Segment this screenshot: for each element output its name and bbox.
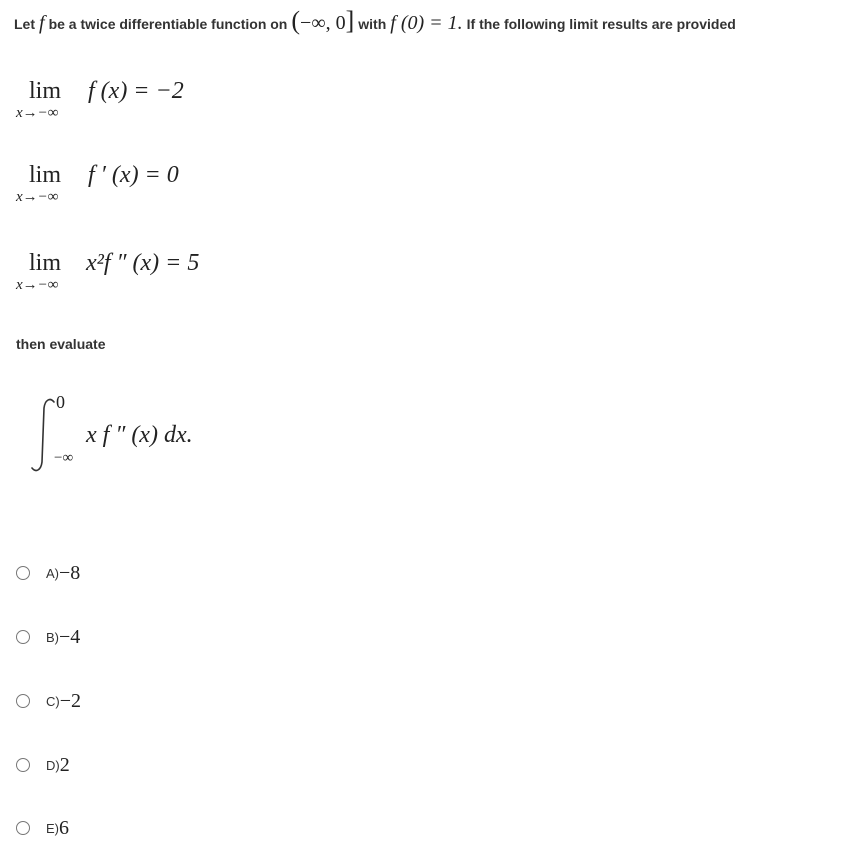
option-e[interactable] bbox=[16, 815, 69, 841]
intro-tail: If the following limit results are provided bbox=[466, 16, 736, 32]
initial-condition: f (0) = 1. bbox=[390, 12, 463, 34]
integrand: x f ″ (x) dx. bbox=[86, 422, 193, 448]
radio-button-e[interactable] bbox=[16, 821, 30, 835]
interval-open: ( bbox=[291, 6, 301, 35]
intro-function-symbol: f bbox=[39, 12, 45, 34]
option-letter: B) bbox=[46, 629, 59, 645]
option-b[interactable] bbox=[16, 624, 80, 650]
option-c[interactable] bbox=[16, 688, 81, 714]
lim-word: lim bbox=[29, 78, 62, 104]
interval-body: −∞, 0 bbox=[300, 12, 346, 34]
option-value: −8 bbox=[59, 561, 81, 584]
question-intro bbox=[14, 8, 844, 38]
lim-word: lim bbox=[29, 250, 62, 276]
option-letter: C) bbox=[46, 693, 60, 709]
radio-button-b[interactable] bbox=[16, 630, 30, 644]
limit-expression: f (x) = −2 bbox=[88, 78, 184, 104]
intro-with: with bbox=[358, 16, 387, 32]
lim-subscript: x→−∞ bbox=[16, 189, 59, 205]
radio-button-c[interactable] bbox=[16, 694, 30, 708]
lim-subscript: x→−∞ bbox=[16, 105, 59, 121]
option-value: −2 bbox=[59, 689, 81, 712]
integral-expression bbox=[26, 392, 286, 482]
integral-lower-limit: −∞ bbox=[54, 450, 74, 466]
intro-let: Let bbox=[14, 16, 35, 32]
then-evaluate-label: then evaluate bbox=[16, 336, 106, 352]
option-letter: D) bbox=[46, 757, 60, 773]
option-value: 2 bbox=[59, 753, 70, 776]
limit-expression: x²f ″ (x) = 5 bbox=[86, 250, 200, 276]
integral-upper-limit: 0 bbox=[56, 392, 65, 412]
lim-subscript: x→−∞ bbox=[16, 277, 59, 293]
option-letter: A) bbox=[46, 565, 59, 581]
option-d[interactable] bbox=[16, 752, 70, 778]
radio-button-a[interactable] bbox=[16, 566, 30, 580]
limit-expression: f ′ (x) = 0 bbox=[88, 162, 179, 188]
radio-button-d[interactable] bbox=[16, 758, 30, 772]
option-value: 6 bbox=[59, 816, 69, 839]
intro-description: be a twice differentiable function on bbox=[48, 16, 288, 32]
interval-close: ] bbox=[345, 6, 355, 35]
option-a[interactable] bbox=[16, 560, 80, 586]
option-value: −4 bbox=[59, 625, 81, 648]
option-letter: E) bbox=[46, 820, 59, 836]
lim-word: lim bbox=[29, 162, 62, 188]
interval-expression bbox=[291, 6, 355, 35]
